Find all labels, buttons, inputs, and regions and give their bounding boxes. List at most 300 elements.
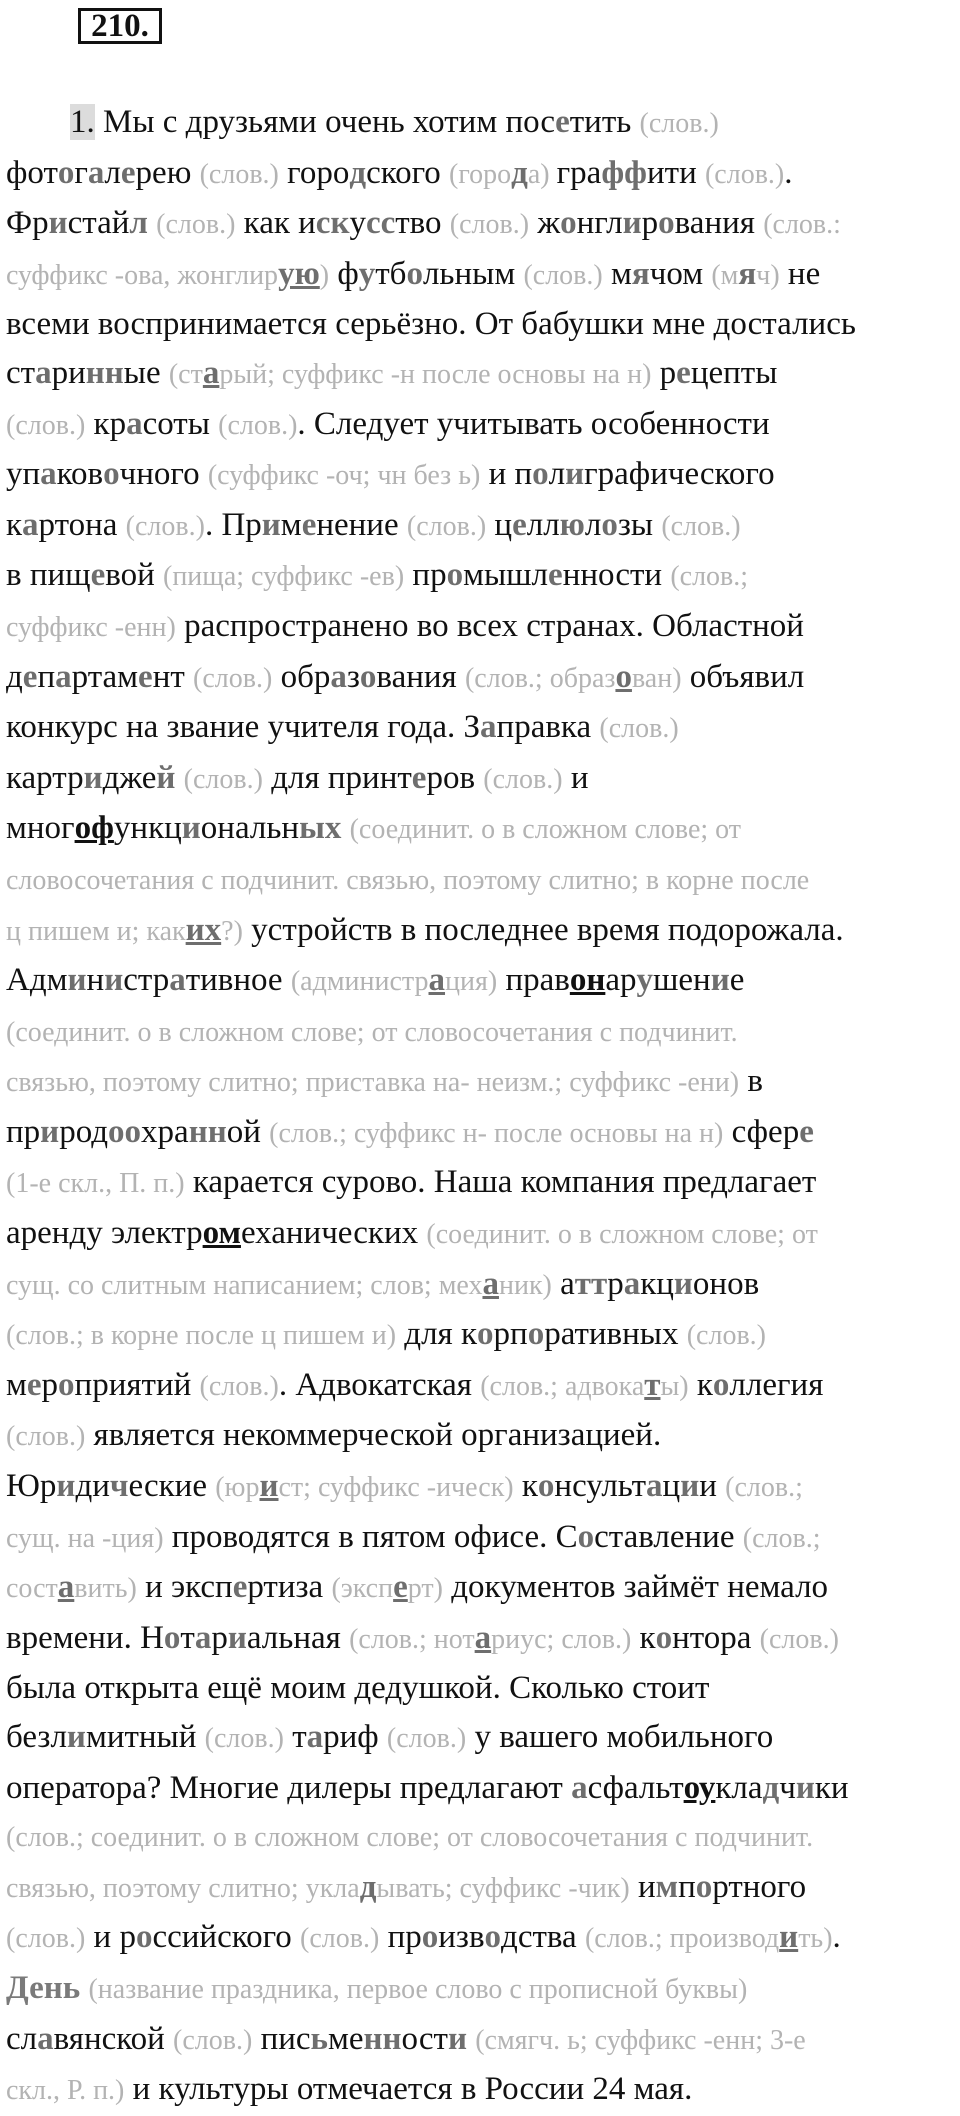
text-line — [6, 149, 960, 200]
body-text: альная — [246, 1619, 350, 1656]
body-text: . — [832, 1919, 841, 1956]
annotation-text: (эксп — [331, 1573, 394, 1605]
marked-letter: о — [477, 1316, 494, 1353]
text-line — [6, 653, 960, 704]
annotation-text: ) — [319, 259, 330, 291]
body-text: соты — [142, 405, 219, 442]
marked-letter: я — [631, 255, 650, 292]
annotation-text: (слов.) — [6, 1421, 86, 1453]
annotation-text: (слов.; соединит. о в сложном слове; от словосочетания с подчинит. — [6, 1822, 814, 1854]
body-text: и эксп — [136, 1569, 233, 1606]
text-line — [6, 98, 960, 149]
annotation-text: (слов.; адвока — [480, 1370, 645, 1402]
body-text: л — [104, 154, 121, 191]
annotation-text: (слов.) — [218, 409, 298, 441]
body-text: ж — [529, 205, 561, 242]
text-line — [6, 1209, 960, 1260]
annotation-text: (администр — [290, 966, 429, 998]
body-text: фот — [6, 154, 58, 191]
body-text: ков — [56, 456, 104, 493]
annotation-text: суффикс -енн) — [6, 611, 176, 643]
marked-letter: е — [548, 557, 563, 594]
body-text: времени. Н — [6, 1619, 164, 1656]
body-text: ставление — [594, 1518, 743, 1555]
marked-letter: а — [35, 354, 52, 391]
text-line — [6, 1108, 960, 1159]
body-text: онов — [692, 1265, 760, 1302]
body-text: ртона — [38, 506, 126, 543]
annotation-text: (слов.; в корне после ц пишем и) — [6, 1320, 397, 1352]
text-line — [6, 551, 960, 602]
body-text: тб — [375, 255, 407, 292]
body-text: сс — [152, 1919, 182, 1956]
text-line — [6, 804, 960, 855]
marked-letter: нн — [85, 354, 124, 391]
annotation-text: рт) — [407, 1573, 443, 1605]
body-text: нн — [562, 557, 599, 594]
marked-letter: д — [359, 1868, 377, 1905]
marked-letter: д — [511, 154, 528, 191]
text-line — [6, 855, 960, 906]
marked-letter: и — [227, 1619, 247, 1656]
marked-letter: о — [577, 1518, 595, 1555]
body-text: у вашего мобильного — [466, 1719, 774, 1755]
marked-letter: о — [527, 1316, 545, 1353]
annotation-text: (слов.; образ — [464, 662, 616, 694]
body-text: кр — [85, 405, 127, 442]
text-line — [6, 1158, 960, 1209]
text-line — [6, 1614, 960, 1665]
annotation-text: ?) — [221, 915, 243, 947]
marked-letter: а — [646, 1468, 663, 1505]
marked-letter: ых — [299, 810, 342, 847]
body-text: а — [551, 1265, 575, 1302]
marked-letter: а — [480, 709, 497, 746]
annotation-text: (соединит. о в сложном слове; от — [349, 814, 742, 846]
marked-letter: о — [484, 1919, 502, 1956]
body-text: и — [562, 759, 589, 796]
annotation-text: (слов.) — [193, 662, 273, 694]
marked-letter: нн — [363, 2020, 402, 2057]
body-text: рею — [135, 154, 200, 191]
body-text: ративных — [544, 1316, 687, 1353]
body-text: не — [779, 255, 821, 292]
marked-letter: а — [126, 405, 143, 442]
body-text: оператора? Многие дилеры предлагают — [6, 1769, 572, 1806]
body-text: ункц — [113, 810, 182, 847]
text-line — [6, 400, 960, 451]
annotation-text: (слов.: — [763, 209, 841, 241]
body-text: т — [283, 1719, 307, 1755]
text-line — [6, 1310, 960, 1361]
body-text: ар — [605, 962, 637, 999]
text-line — [6, 703, 960, 754]
body-text: ского — [366, 154, 450, 191]
marked-letter: о — [712, 1366, 730, 1403]
marked-letter: а — [474, 1619, 492, 1656]
text-line — [6, 1964, 960, 2015]
marked-letter: й — [156, 759, 176, 796]
annotation-text: связью, поэтому слитно; приставка на- неизм.; суффикс -ени) — [6, 1067, 740, 1099]
body-text: дже — [102, 759, 157, 796]
body-text: для принт — [262, 759, 412, 796]
marked-letter: о — [103, 456, 120, 493]
annotation-text: (слов.) — [173, 2024, 253, 2056]
text-line — [6, 501, 960, 552]
marked-letter: е — [512, 506, 527, 543]
body-text: хра — [141, 1113, 189, 1150]
annotation-text: (слов.) — [199, 1370, 279, 1402]
body-text: графического — [584, 456, 775, 493]
body-text: Фр — [6, 205, 49, 242]
body-text: пр — [379, 1919, 422, 1956]
body-text: рп — [493, 1316, 528, 1353]
marked-letter: о — [537, 1468, 555, 1505]
marked-letter: м — [655, 1868, 679, 1905]
body-text: уп — [6, 456, 41, 493]
annotation-text: ч) — [756, 259, 780, 291]
annotation-text: а) — [527, 158, 557, 190]
text-line — [6, 1563, 960, 1614]
marked-letter: а — [306, 1719, 324, 1755]
body-text: правка — [496, 709, 600, 746]
text-line — [6, 956, 960, 1007]
marked-letter: а — [37, 2020, 54, 2057]
marked-letter: о — [359, 658, 377, 695]
text-line — [6, 1913, 960, 1964]
body-text: ити — [646, 154, 705, 191]
annotation-text: (слов.; — [725, 1472, 803, 1504]
marked-letter: е — [22, 658, 38, 695]
body-text: ч — [779, 1769, 796, 1806]
marked-letter: и — [673, 1265, 693, 1302]
annotation-text: (пища; суффикс -ев) — [163, 561, 405, 593]
marked-letter: а — [22, 506, 39, 543]
marked-letter: т — [644, 1366, 661, 1403]
body-text: приятий — [74, 1366, 200, 1403]
body-text: р — [607, 1265, 624, 1302]
annotation-text: (слов.) — [183, 763, 263, 795]
annotation-text: (горо — [449, 158, 512, 190]
body-text: ональн — [200, 810, 300, 847]
marked-letter: о — [135, 1919, 153, 1956]
annotation-text: (соединит. о в сложном слове; от — [426, 1219, 818, 1251]
body-text: мног — [6, 810, 75, 847]
body-text: пис — [252, 2020, 311, 2057]
annotation-text: ция) — [445, 966, 498, 998]
text-line — [6, 450, 960, 501]
body-text: чом — [649, 255, 712, 292]
marked-letter: о — [406, 255, 423, 292]
marked-letter: фф — [601, 154, 647, 191]
body-text: кц — [640, 1265, 674, 1302]
text-line — [6, 199, 960, 250]
marked-letter: у — [636, 962, 653, 999]
marked-letter: о — [57, 154, 75, 191]
marked-letter: о — [615, 658, 632, 695]
annotation-text: (слов.) — [686, 1320, 767, 1352]
body-text: в — [739, 1063, 763, 1100]
marked-letter: е — [26, 1366, 42, 1403]
marked-letter: и — [48, 205, 68, 242]
body-text: ди — [75, 1468, 110, 1505]
body-text: у — [349, 205, 366, 242]
marked-letter: оо — [108, 1113, 142, 1150]
body-text: в пищ — [6, 557, 91, 594]
annotation-text: сущ. со слитным написанием; слов; мех — [6, 1269, 483, 1301]
marked-letter: а — [87, 154, 105, 191]
marked-letter: нн — [188, 1113, 227, 1150]
body-text: м — [602, 255, 632, 292]
annotation-text: (слов.) — [199, 158, 279, 190]
body-text: д — [6, 658, 23, 695]
marked-letter: о — [695, 1868, 713, 1905]
marked-letter: а — [330, 658, 347, 695]
annotation-text: ван) — [631, 662, 682, 694]
marked-letter: ю — [559, 506, 585, 543]
body-text: л — [584, 506, 602, 543]
annotation-text: (слов.) — [204, 1723, 284, 1754]
body-text: обр — [272, 658, 331, 695]
marked-letter: оф — [74, 810, 114, 847]
body-text: документов займёт немало — [442, 1569, 829, 1606]
body-text: мышл — [463, 557, 549, 594]
annotation-text: суффикс -ова, жонглир — [6, 259, 279, 291]
marked-letter: и — [181, 810, 201, 847]
body-text: ме — [327, 2020, 364, 2057]
text-line — [6, 1007, 960, 1058]
body-text: Адм — [6, 962, 68, 999]
annotation-text: ст; суффикс -ическ) — [278, 1472, 514, 1504]
marked-letter: День — [6, 1969, 81, 2006]
annotation-text: (слов.; суффикс н- после основы на н) — [269, 1117, 724, 1149]
body-text: егия — [762, 1366, 824, 1403]
body-text: еханических — [240, 1215, 427, 1252]
text-line — [6, 1713, 960, 1764]
body-text: вания — [376, 658, 465, 695]
body-text: для к — [396, 1316, 478, 1353]
body-text: н — [86, 962, 105, 999]
marked-letter: и — [83, 759, 103, 796]
marked-letter: и — [40, 1113, 60, 1150]
body-text: . Пр — [204, 506, 262, 543]
marked-letter: оу — [683, 1769, 716, 1806]
annotation-text: (слов.; производ — [584, 1923, 780, 1955]
body-text: сфальт — [587, 1769, 684, 1806]
body-text: тво — [395, 205, 450, 242]
body-text: ийского — [181, 1919, 301, 1956]
annotation-text: словосочетания с подчинит. связью, поэтому слитно; в корне после — [6, 864, 810, 896]
body-text: нгл — [576, 205, 623, 242]
body-text: ые — [123, 354, 169, 391]
body-text: карается сурово. Наша компания предлагает — [184, 1164, 817, 1201]
marked-letter: сс — [365, 205, 396, 242]
body-text: ц — [486, 506, 513, 543]
body-text: ртам — [71, 658, 139, 695]
text-line — [6, 1462, 960, 1513]
marked-letter: е — [120, 154, 136, 191]
body-text: аренду электр — [6, 1215, 203, 1252]
body-text: риф — [323, 1719, 387, 1755]
marked-letter: о — [58, 1366, 75, 1403]
marked-letter: е — [555, 104, 570, 140]
marked-letter: а — [571, 1769, 588, 1806]
body-text: цепты — [690, 354, 778, 391]
marked-letter: и — [104, 962, 124, 999]
text-line — [6, 906, 960, 957]
annotation-text: ц пишем и; как — [6, 915, 186, 947]
annotation-text: (слов.; — [742, 1522, 821, 1554]
annotation-text: (слов.) — [156, 209, 236, 241]
body-text: нение — [316, 506, 407, 543]
body-text: лл — [729, 1366, 763, 1403]
body-text: объявил — [681, 658, 805, 695]
marked-letter: и — [565, 456, 585, 493]
marked-letter: а — [194, 1619, 212, 1656]
marked-letter: и — [66, 1719, 86, 1755]
annotation-text: (суффикс -оч; чн без ь) — [207, 460, 481, 492]
body-text: Юр — [6, 1468, 57, 1505]
body-text: ртного — [712, 1868, 807, 1905]
text-line — [6, 1863, 960, 1914]
body-text: ного — [136, 456, 208, 493]
marked-letter: е — [411, 759, 427, 796]
exercise-text — [6, 98, 960, 2116]
text-line — [6, 250, 960, 301]
body-text: к — [688, 1366, 713, 1403]
marked-letter: и — [710, 962, 730, 999]
marked-letter: е — [90, 557, 106, 594]
body-text — [175, 760, 183, 796]
body-text: ри — [51, 354, 86, 391]
marked-letter: е — [676, 354, 691, 391]
body-text — [341, 810, 349, 846]
body-text: была открыта ещё моим дедушкой. Сколько стоит — [6, 1670, 710, 1707]
body-text: р — [651, 354, 677, 391]
marked-letter: а — [169, 962, 186, 999]
marked-letter: я — [738, 255, 757, 292]
marked-letter: е — [232, 1569, 248, 1606]
annotation-text: (соединит. о в сложном слове; от словосочетания с подчинит. — [6, 1016, 738, 1048]
annotation-text: сост — [6, 1573, 58, 1605]
body-text: проводятся в пятом офисе. С — [163, 1518, 578, 1555]
marked-letter: и — [622, 205, 642, 242]
annotation-text: (слов.) — [483, 763, 563, 795]
body-text: и р — [85, 1919, 136, 1956]
body-text: тить — [569, 104, 640, 140]
annotation-text: рый; суффикс -н после основы на н) — [219, 358, 652, 390]
body-text: м — [6, 1366, 27, 1403]
body-text: прав — [497, 962, 570, 999]
annotation-text: (слов.) — [449, 209, 530, 241]
marked-letter: е — [393, 1569, 408, 1606]
marked-letter: а — [428, 962, 446, 999]
body-text: м — [280, 506, 302, 543]
annotation-text: (слов.) — [661, 510, 741, 542]
body-text: Мы с друзьями очень хотим пос — [103, 104, 556, 140]
body-text: . Следует учитывать особенности — [297, 405, 770, 442]
marked-letter: и — [67, 962, 87, 999]
body-text: ости — [598, 557, 671, 594]
body-text: лл — [526, 506, 560, 543]
body-text: горо — [278, 154, 350, 191]
body-text: нсульт — [554, 1468, 647, 1505]
body-text: безл — [6, 1719, 67, 1755]
marked-letter: ую — [278, 255, 320, 292]
exercise-number: 210. — [78, 8, 162, 44]
annotation-text: (ст — [168, 358, 203, 390]
body-text: ров — [426, 759, 484, 796]
marked-letter: о — [658, 205, 675, 242]
body-text: ч — [119, 456, 137, 493]
text-line — [6, 1513, 960, 1564]
annotation-text: (слов.) — [406, 510, 487, 542]
text-line — [6, 349, 960, 400]
marked-letter: их — [185, 911, 222, 948]
annotation-text: (слов.) — [386, 1723, 467, 1754]
body-text: п — [37, 658, 56, 695]
body-text: к — [513, 1468, 538, 1505]
annotation-text: ы) — [660, 1370, 689, 1402]
body-text: род — [59, 1113, 109, 1150]
marked-letter: и — [56, 1468, 76, 1505]
marked-letter: ск — [315, 205, 350, 242]
body-text: является некоммерческой организацией. — [85, 1417, 662, 1454]
body-text: ф — [329, 255, 359, 292]
marked-letter: д — [349, 154, 367, 191]
marked-letter: е — [138, 658, 153, 695]
marked-letter: а — [202, 354, 220, 391]
body-text: и культуры отмечается в России 24 мая. — [124, 2071, 693, 2108]
text-line — [6, 1057, 960, 1108]
body-text: ки — [814, 1769, 849, 1806]
body-text: стай — [67, 205, 130, 242]
body-text: изв — [438, 1919, 485, 1956]
body-text: з — [346, 658, 360, 695]
body-text: кла — [715, 1769, 763, 1806]
body-text: и — [629, 1868, 656, 1905]
annotation-text: сущ. на -ция) — [6, 1522, 164, 1554]
marked-letter: а — [482, 1265, 499, 1302]
body-text: конкурс на звание учителя года. З — [6, 709, 481, 746]
marked-letter: о — [421, 1919, 439, 1956]
body-text: . — [784, 154, 793, 191]
annotation-text: (слов.) — [523, 259, 603, 291]
marked-letter: е — [301, 506, 317, 543]
body-text: стр — [123, 962, 170, 999]
marked-letter: о — [655, 1619, 673, 1656]
body-text: распространено во всех странах. Областной — [175, 607, 804, 644]
marked-letter: о — [601, 506, 618, 543]
annotation-text: (слов.) — [300, 1923, 380, 1955]
body-text: р — [211, 1619, 228, 1656]
text-line — [6, 754, 960, 805]
marked-letter: ом — [202, 1215, 241, 1252]
marked-letter: и — [680, 1468, 700, 1505]
annotation-text: (название праздника, первое слово с прописной буквы) — [88, 1973, 748, 2005]
marked-letter: и — [259, 1468, 279, 1505]
text-line — [6, 1812, 960, 1863]
body-text: к — [6, 506, 23, 543]
body-text: г — [74, 154, 88, 191]
body-text: нт — [152, 658, 194, 695]
marked-letter: о — [532, 456, 549, 493]
annotation-text: скл., Р. п.) — [6, 2075, 125, 2107]
marked-letter: е — [799, 1113, 814, 1150]
body-text: дства — [501, 1919, 585, 1956]
annotation-text: ывать; суффикс -чик) — [376, 1872, 630, 1904]
body-text: как и — [235, 205, 316, 242]
